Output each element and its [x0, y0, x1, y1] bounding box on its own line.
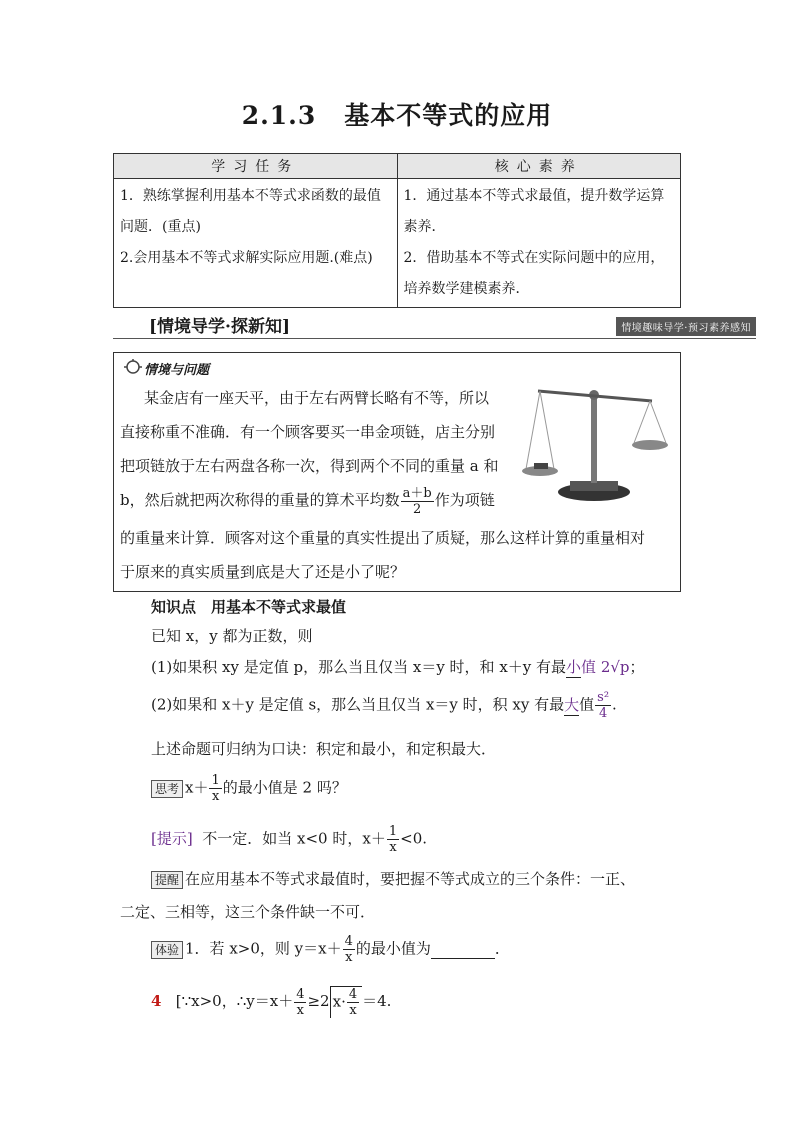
bulb-icon [122, 359, 144, 375]
remind-tag: 提醒 [151, 871, 183, 889]
fraction-numerator: s² [597, 690, 610, 705]
fill-blank: 大 [564, 695, 580, 714]
scenario-line: 直接称重不准确．有一个顾客要买一串金项链，店主分别 [120, 423, 496, 441]
table-header-row [114, 154, 681, 179]
section-heading: [情境导学·探新知] [149, 317, 291, 337]
exercise-answer [151, 986, 391, 1018]
scenario-line: 某金店有一座天平，由于左右两臂长略有不等，所以 [144, 389, 490, 407]
scenario-text: b，然后就把两次称得的重量的算术平均数 [120, 491, 400, 509]
think-question [151, 773, 347, 804]
scenario-text: 作为项链 [434, 491, 495, 509]
hint-text: 不一定．如当 x<0 时，x＋ [202, 829, 386, 848]
item-text: ； [629, 658, 645, 676]
fraction [347, 987, 359, 1018]
remind-text: 在应用基本不等式求最值时，要把握不等式成立的三个条件：一正、 [185, 870, 636, 888]
tasks-table [113, 153, 681, 308]
fraction-numerator: 4 [296, 986, 305, 1002]
section-title: 基本不等式的应用 [344, 101, 553, 130]
literacy-item: 1．通过基本不等式求最值，提升数学运算素养． [403, 188, 665, 235]
balance-scale-image [522, 377, 672, 503]
answer-text: ＝4. [362, 992, 392, 1010]
fraction-numerator: a＋b [402, 485, 432, 501]
question-text: 的最小值为 [355, 939, 431, 958]
fraction-numerator: 1 [388, 824, 398, 839]
answer-blank [431, 940, 495, 959]
fraction-numerator: 4 [344, 934, 353, 949]
question-text: 的最小值是 2 吗？ [222, 778, 347, 797]
knowledge-heading: 知识点 用基本不等式求最值 [151, 598, 347, 616]
hint [151, 824, 427, 855]
scenario-heading: 情境与问题 [144, 363, 210, 378]
fraction-numerator: 1 [211, 773, 220, 788]
answer-value: 4 [151, 992, 162, 1010]
fraction-denominator: x [389, 840, 397, 855]
fraction-denominator: x [296, 1002, 305, 1018]
question-text: 1．若 x>0，则 y＝x＋ [185, 939, 342, 958]
fraction-denominator: x [349, 1003, 357, 1018]
fraction [294, 987, 306, 1018]
item-text: 值 [579, 695, 595, 714]
think-tag: 思考 [151, 780, 183, 798]
scenario-line [120, 483, 495, 517]
fill-blank: 小 [566, 658, 582, 676]
item-text: . [612, 695, 617, 714]
table-cell [397, 179, 681, 308]
hint-text: <0. [400, 829, 428, 848]
fraction [387, 824, 399, 855]
fraction-denominator: 4 [598, 706, 608, 721]
sqrt-radical [330, 986, 363, 1018]
question-text: x＋ [185, 778, 209, 797]
experience-tag: 体验 [151, 941, 183, 959]
task-item: 2.会用基本不等式求解实际应用题.(难点) [120, 250, 373, 266]
section-header [113, 312, 756, 339]
fill-answer: 值 2√p [581, 658, 630, 676]
table-header: 学习任务 [114, 154, 398, 179]
fraction [343, 934, 355, 965]
remind-line [151, 868, 635, 889]
task-item: 1．熟练掌握利用基本不等式求函数的最值问题．(重点) [120, 188, 381, 235]
fraction [401, 486, 434, 517]
table-row [114, 179, 681, 308]
question-text: ． [494, 939, 510, 958]
item-text: (1)如果积 xy 是定值 p，那么当且仅当 x＝y 时，和 x＋y 有最 [151, 658, 567, 676]
knowledge-summary: 上述命题可归纳为口诀：积定和最小，和定积最大． [151, 740, 497, 758]
exercise-question [151, 934, 510, 965]
scenario-line: 的重量来计算．顾客对这个重量的真实性提出了质疑，那么这样计算的重量相对 [120, 529, 646, 547]
literacy-item: 2．借助基本不等式在实际问题中的应用，培养数学建模素养． [403, 250, 665, 297]
hint-label: [提示] [151, 829, 193, 848]
fraction-numerator: 4 [348, 987, 358, 1002]
answer-text: ≥2 [307, 992, 330, 1010]
fraction-denominator: x [345, 950, 353, 965]
item-text: (2)如果和 x＋y 是定值 s，那么当且仅当 x＝y 时，积 xy 有最 [151, 695, 565, 714]
knowledge-item-2 [151, 690, 617, 721]
answer-text: [∵x>0，∴y＝x＋ [175, 992, 294, 1010]
knowledge-intro: 已知 x，y 都为正数，则 [151, 627, 313, 645]
fraction-denominator: x [211, 789, 220, 804]
remind-line: 二定、三相等，这三个条件缺一不可． [120, 903, 376, 921]
fraction [595, 690, 611, 721]
scenario-box [113, 352, 681, 592]
fraction [209, 773, 221, 804]
table-cell [114, 179, 398, 308]
scenario-line: 把项链放于左右两盘各称一次，得到两个不同的重量 a 和 [120, 457, 499, 475]
radicand-text: x· [332, 992, 346, 1011]
fraction-denominator: 2 [413, 501, 422, 517]
table-header: 核心素养 [397, 154, 681, 179]
section-number: 2.1.3 [241, 101, 317, 130]
page-title [0, 96, 794, 132]
knowledge-item-1 [151, 656, 645, 678]
section-tag: 情境趣味导学·预习素养感知 [616, 317, 756, 336]
scenario-line: 于原来的真实质量到底是大了还是小了呢？ [120, 563, 406, 581]
